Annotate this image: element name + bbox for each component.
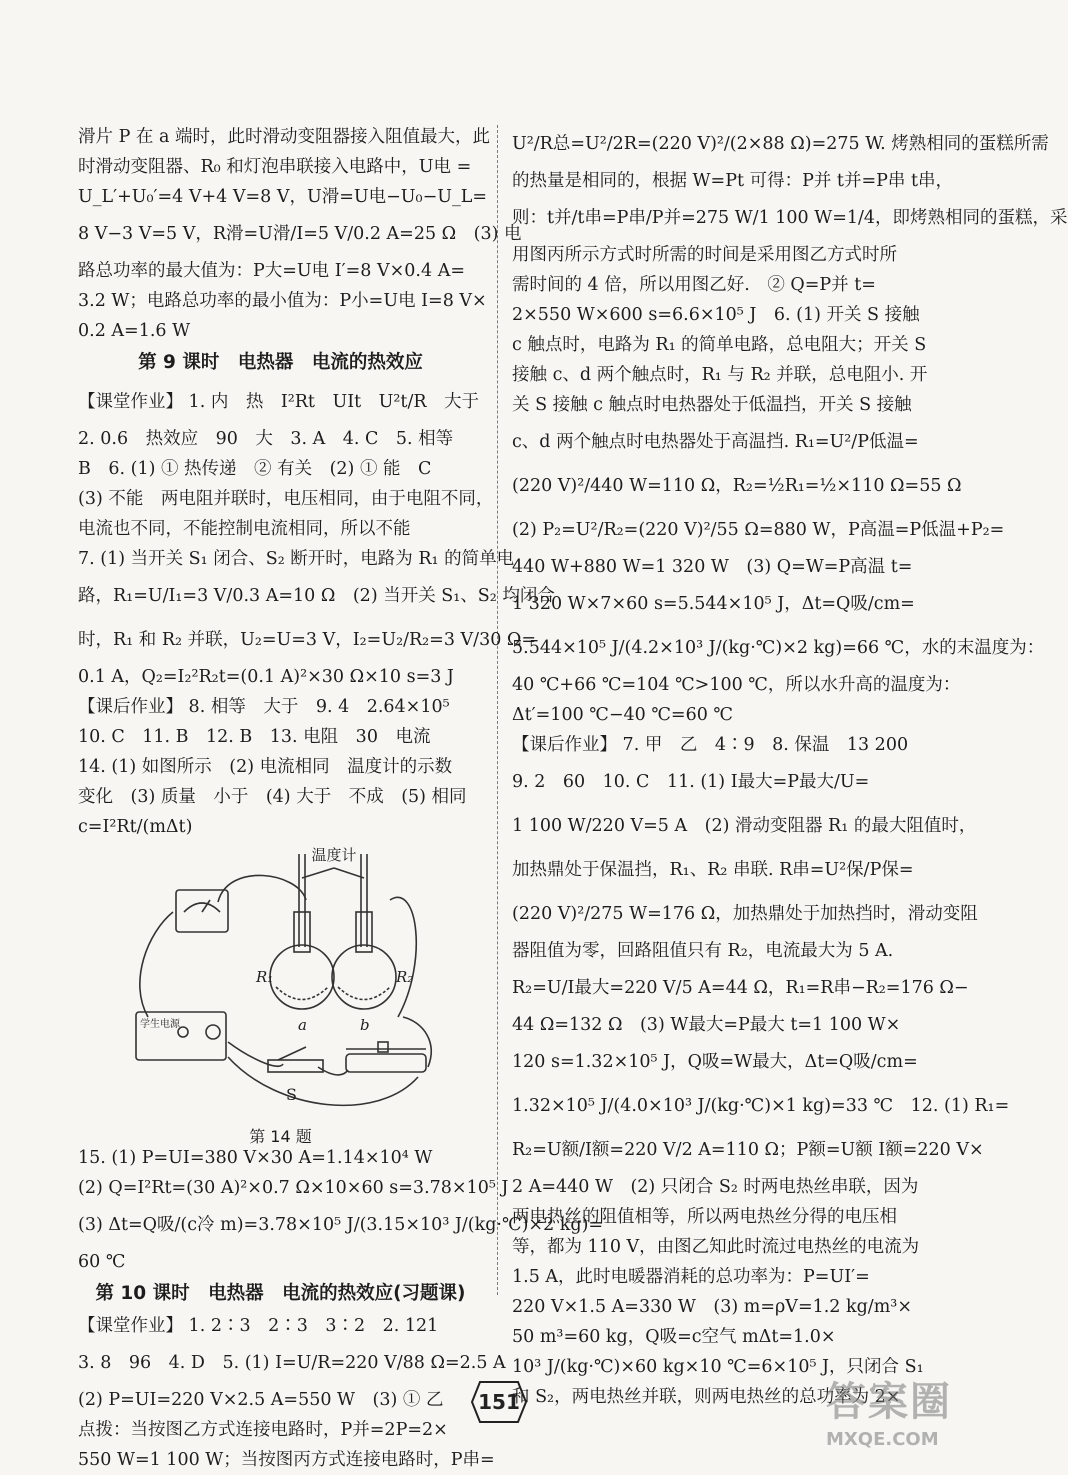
text-line: 需时间的 4 倍，所以用图乙好. ② Q=P并 t= [512, 275, 876, 295]
circuit-figure [78, 842, 483, 1146]
text-line: 1 100 W/220 V=5 A (2) 滑动变阻器 R₁ 的最大阻值时， [512, 816, 977, 836]
figure-caption: 第 14 题 [249, 1127, 312, 1146]
rheostat [346, 1054, 426, 1072]
text-line: U_L′+U₀′=4 V+4 V=8 V，U滑=U电−U₀−U_L= [78, 187, 488, 207]
text-line: 【课后作业】 7. 甲 乙 4∶9 8. 保温 13 200 [512, 735, 909, 755]
text-line: 1.5 A，此时电暖器消耗的总功率为：P=UI′= [512, 1267, 870, 1287]
watermark-logo: 答案圈 [826, 1379, 952, 1425]
left-column [78, 122, 604, 1475]
text-line: B 6. (1) ① 热传递 ② 有关 (2) ① 能 C [78, 459, 432, 479]
text-line: 用图丙所示方式时所需的时间是采用图乙方式时所 [512, 245, 897, 265]
text-line: 电流也不同，不能控制电流相同，所以不能 [78, 519, 411, 539]
text-line: 等，都为 110 V，由图乙知此时流过电热丝的电流为 [512, 1237, 920, 1257]
text-line: 0.1 A，Q₂=I₂²R₂t=(0.1 A)²×30 Ω×10 s=3 J [78, 667, 454, 687]
wire [228, 1042, 283, 1066]
text-line: 15. (1) P=UI=380 V×30 A=1.14×10⁴ W [78, 1148, 433, 1168]
text-line: 路，R₁=U/I₁=3 V/0.3 A=10 Ω (2) 当开关 S₁、S₂ 均闭合 [78, 586, 555, 606]
text-line: 9. 2 60 10. C 11. (1) I最大=P最大/U= [512, 772, 870, 792]
wire [140, 912, 173, 1017]
text-line: (220 V)²/275 W=176 Ω，加热鼎处于加热挡时，滑动变阻 [512, 904, 978, 924]
text-line: 【课堂作业】 1. 内 热 I²Rt UIt U²t/R 大于 [78, 392, 480, 412]
text-line: 10³ J/(kg·℃)×60 kg×10 ℃=6×10⁵ J，只闭合 S₁ [512, 1357, 924, 1377]
text-line: 【课堂作业】 1. 2∶3 2∶3 3∶2 2. 121 [78, 1316, 439, 1336]
text-line: (2) P₂=U²/R₂=(220 V)²/55 Ω=880 W，P高温=P低温+P₂= [512, 520, 1005, 540]
text-line: 44 Ω=132 Ω (3) W最大=P最大 t=1 100 W× [512, 1015, 901, 1035]
text-line: 120 s=1.32×10⁵ J，Q吸=W最大，Δt=Q吸/cm= [512, 1052, 918, 1072]
text-line: c=I²Rt/(mΔt) [78, 817, 193, 837]
text-line: 1.32×10⁵ J/(4.0×10³ J/(kg·℃)×1 kg)=33 ℃ 12. (1) R₁= [512, 1096, 1010, 1116]
text-line: 14. (1) 如图所示 (2) 电流相同 温度计的示数 [78, 757, 453, 777]
text-line: 0.2 A=1.6 W [78, 321, 191, 341]
text-line: Δt′=100 ℃−40 ℃=60 ℃ [512, 705, 733, 725]
text-line: 点拨：当按图乙方式连接电路时，P并=2P=2× [78, 1420, 448, 1440]
text-line: 路总功率的最大值为：P大=U电 I′=8 V×0.4 A= [78, 261, 465, 281]
text-line: (2) Q=I²Rt=(30 A)²×0.7 Ω×10×60 s=3.78×10⁵ J [78, 1178, 509, 1198]
page-number-badge [470, 1380, 528, 1424]
text-line: 则：t并/t串=P串/P并=275 W/1 100 W=1/4，即烤熟相同的蛋糕，采 [512, 208, 1068, 228]
label-power-supply: 学生电源 [140, 1019, 180, 1030]
watermark-url: MXQE.COM [826, 1429, 939, 1450]
label-r2: R₂ [396, 968, 414, 986]
text-line: 接触 c、d 两个触点时，R₁ 与 R₂ 并联，总电阻小. 开 [512, 365, 928, 385]
text-line: 50 m³=60 kg，Q吸=c空气 mΔt=1.0× [512, 1327, 836, 1347]
text-line: 3.2 W；电路总功率的最小值为：P小=U电 I=8 V× [78, 291, 487, 311]
text-line: 440 W+880 W=1 320 W (3) Q=W=P高温 t= [512, 557, 913, 577]
text-line: 两电热丝的阻值相等，所以两电热丝分得的电压相 [512, 1207, 897, 1227]
text-line: c 触点时，电路为 R₁ 的简单电路，总电阻大；开关 S [512, 335, 927, 355]
text-line: 时滑动变阻器、R₀ 和灯泡串联接入电路中，U电 = [78, 157, 472, 177]
text-line: 2. 0.6 热效应 90 大 3. A 4. C 5. 相等 [78, 429, 454, 449]
text-line: 5.544×10⁵ J/(4.2×10³ J/(kg·℃)×2 kg)=66 ℃，水的末温度为： [512, 638, 1045, 658]
label-b: b [360, 1016, 370, 1034]
lesson-10-title: 第 10 课时 电热器 电流的热效应(习题课) [95, 1283, 466, 1304]
text-line: 变化 (3) 质量 小于 (4) 大于 不成 (5) 相同 [78, 787, 467, 807]
text-line: 3. 8 96 4. D 5. (1) I=U/R=220 V/88 Ω=2.5 A [78, 1353, 506, 1373]
text-line: 2 A=440 W (2) 只闭合 S₂ 时两电热丝串联，因为 [512, 1177, 919, 1197]
text-line: (3) 不能 两电阻并联时，电压相同，由于电阻不同， [78, 489, 494, 509]
watermark [826, 1376, 976, 1464]
text-line: 的热量是相同的，根据 W=Pt 可得：P并 t并=P串 t串， [512, 171, 953, 191]
lesson-9-title: 第 9 课时 电热器 电流的热效应 [138, 352, 423, 373]
page-number: 151 [478, 1390, 520, 1414]
flask-b [332, 945, 396, 1009]
text-line: 滑片 P 在 a 端时，此时滑动变阻器接入阻值最大，此 [78, 127, 490, 147]
text-line: 时，R₁ 和 R₂ 并联，U₂=U=3 V，I₂=U₂/R₂=3 V/30 Ω= [78, 630, 537, 650]
text-line: (220 V)²/440 W=110 Ω，R₂=½R₁=½×110 Ω=55 Ω [512, 476, 962, 496]
text-line: 加热鼎处于保温挡，R₁、R₂ 串联. R串=U²保/P保= [512, 860, 914, 880]
text-line: c、d 两个触点时电热器处于高温挡. R₁=U²/P低温= [512, 432, 919, 452]
text-line: 和 S₂，两电热丝并联，则两电热丝的总功率为 2× [512, 1387, 901, 1407]
wire [390, 897, 416, 1017]
wire [218, 875, 306, 902]
label-a: a [298, 1016, 307, 1034]
text-line: 器阻值为零，回路阻值只有 R₂，电流最大为 5 A. [512, 941, 894, 961]
label-thermometer: 温度计 [311, 846, 357, 864]
text-line: 7. (1) 当开关 S₁ 闭合、S₂ 断开时，电路为 R₁ 的简单电 [78, 549, 515, 569]
label-s: S [286, 1085, 297, 1104]
circuit-diagram [78, 842, 483, 1117]
column-divider [497, 125, 498, 1295]
text-line: 8 V−3 V=5 V，R滑=U滑/I=5 V/0.2 A=25 Ω (3) 电 [78, 224, 522, 244]
text-line: 10. C 11. B 12. B 13. 电阻 30 电流 [78, 727, 431, 747]
text-line: 60 ℃ [78, 1252, 126, 1272]
text-line: 220 V×1.5 A=330 W (3) m=ρV=1.2 kg/m³× [512, 1297, 912, 1317]
text-line: U²/R总=U²/2R=(220 V)²/(2×88 Ω)=275 W. 烤熟相同的蛋糕所需 [512, 134, 1049, 154]
text-line: (3) Δt=Q吸/(c冷 m)=3.78×10⁵ J/(3.15×10³ J/(kg·℃)×2 kg)= [78, 1215, 604, 1235]
text-line: 2×550 W×600 s=6.6×10⁵ J 6. (1) 开关 S 接触 [512, 305, 920, 325]
label-r1: R₁ [256, 968, 274, 986]
text-line: 【课后作业】 8. 相等 大于 9. 4 2.64×10⁵ [78, 697, 450, 717]
text-line: R₂=U额/I额=220 V/2 A=110 Ω；P额=U额 I额=220 V× [512, 1140, 984, 1160]
text-line: 40 ℃+66 ℃=104 ℃>100 ℃，所以水升高的温度为： [512, 675, 961, 695]
text-line: 550 W=1 100 W；当按图丙方式连接电路时，P串= [78, 1450, 495, 1470]
text-line: R₂=U/I最大=220 V/5 A=44 Ω，R₁=R串−R₂=176 Ω− [512, 978, 969, 998]
wire [403, 1017, 431, 1067]
flask-a [270, 945, 334, 1009]
text-line: 1 320 W×7×60 s=5.544×10⁵ J，Δt=Q吸/cm= [512, 594, 915, 614]
text-line: 关 S 接触 c 触点时电热器处于低温挡，开关 S 接触 [512, 395, 912, 415]
text-line: (2) P=UI=220 V×2.5 A=550 W (3) ① 乙 [78, 1390, 444, 1410]
